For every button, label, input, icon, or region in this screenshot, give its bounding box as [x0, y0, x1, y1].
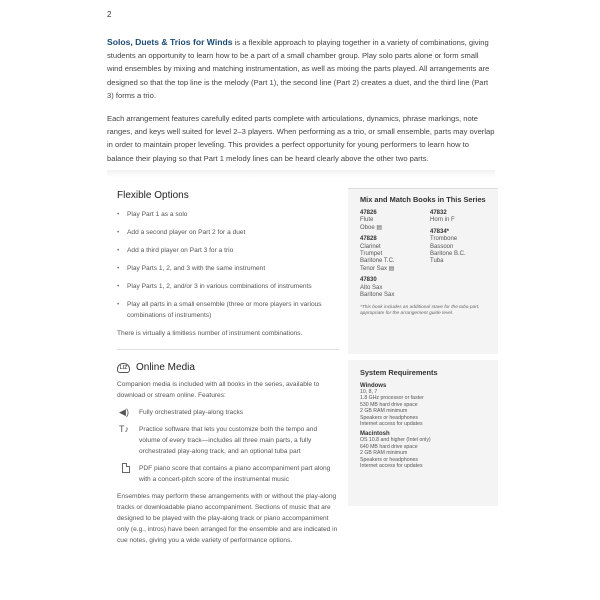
page-number: 2 — [107, 10, 112, 19]
requirement-line: 1.8 GHz processor or faster — [360, 395, 424, 402]
intro-paragraph-1 — [107, 36, 495, 102]
book-number: 47830 — [360, 277, 377, 284]
requirement-line: 640 MB hard drive space — [360, 443, 418, 450]
feature-text: Fully orchestrated play-along tracks — [139, 409, 244, 416]
left-column — [117, 190, 339, 552]
book-number: 47832 — [430, 210, 447, 216]
mix-match-title: Mix and Match Books in This Series — [360, 195, 486, 204]
instrument: Trombone — [430, 236, 458, 243]
intro-section — [107, 36, 495, 175]
list-item: • Add a third player on Part 3 for a trio — [117, 245, 339, 256]
instrument: Bassoon — [430, 243, 454, 250]
mix-match-footnote: *This book includes an additional stave for the tuba part, appropriate for the arrangement guide level. — [360, 305, 480, 317]
mix-match-grid — [360, 210, 486, 303]
requirement-line: Speakers or headphones — [360, 414, 418, 421]
system-requirements-panel — [348, 360, 498, 506]
requirement-line: OS 10.8 and higher (Intel only) — [360, 437, 431, 444]
divider — [117, 349, 339, 350]
mix-match-panel — [348, 188, 498, 354]
feature-row — [117, 424, 339, 457]
book-number: 47828 — [360, 236, 377, 243]
intro-paragraph-2: Each arrangement features carefully edited parts complete with articulations, dynamics, phrase markings, note ranges, and keys well suited for level 2–3 players. When performing as a trio, or small ensemble, parts may overlap in order to maintain proper leveling. This provides a perfect opportunity for young performers to learn how to balance their playing so that Part 1 melody lines can be heard clearly above the other two parts. — [107, 114, 495, 163]
mix-match-right-column — [430, 210, 496, 303]
book-number: 47826 — [360, 210, 377, 216]
online-media-intro: Companion media is included with all books in the series, available to download or stream online. Features: — [117, 381, 320, 399]
requirement-line: 2 GB RAM minimum — [360, 450, 408, 457]
instrument: Alto Sax — [360, 284, 383, 291]
list-item: • Play all parts in a small ensemble (three or more players in various combinations of instruments) — [117, 299, 339, 321]
section-divider — [107, 170, 495, 178]
headphones-icon: LIZ — [117, 363, 130, 373]
windows-label: Windows — [360, 383, 387, 389]
system-requirements-title: System Requirements — [360, 368, 438, 377]
instrument: Flute — [360, 217, 374, 224]
feature-row — [117, 463, 339, 485]
requirement-line: 530 MB hard drive space — [360, 401, 418, 408]
online-media-header — [117, 362, 339, 373]
online-media-title: Online Media — [136, 362, 195, 373]
book-entry — [360, 210, 426, 232]
instrument: Horn in F — [430, 217, 455, 224]
instrument: Baritone B.C. — [430, 251, 466, 258]
tempo-pitch-icon: T♪ — [119, 424, 129, 434]
requirement-line: 10, 8, 7 — [360, 389, 378, 395]
mix-match-left-column — [360, 210, 426, 303]
intro-paragraph-1-text: is a flexible approach to playing together in a variety of combinations, giving students an opportunity to learn how to be a part of a small chamber group. Play solo parts alone or form small wind ensembles by mixing and matching instrumentation, as well as mixing the parts played. All arrangements are designed so that the top line is the melody (Part 1), the second line (Part 2) creates a duet, and the third line (Part 3) forms a trio. — [107, 38, 490, 100]
speaker-icon: ◀) — [119, 407, 129, 417]
requirement-line: Internet access for updates — [360, 463, 423, 470]
pdf-document-icon — [117, 463, 131, 476]
book-entry — [360, 277, 426, 299]
list-item: • Add a second player on Part 2 for a duet — [117, 227, 339, 238]
instrument: Trumpet — [360, 251, 383, 258]
book-entry — [430, 210, 496, 225]
instrument: Baritone T.C. — [360, 258, 395, 265]
macintosh-label: Macintosh — [360, 431, 390, 438]
online-media-closing: Ensembles may perform these arrangements with or without the play-along tracks or downloadable piano accompaniment. Sections of music that are designed to be played with the play-along track or piano accompaniment only (e.g., intros) have been arranged for the ensemble and are indicated in cue notes, giving you a wide variety of performance options. — [117, 493, 338, 544]
instrument: Tenor Sax ▤ — [360, 265, 395, 272]
flexible-options-title: Flexible Options — [117, 190, 189, 201]
series-title: Solos, Duets & Trios for Winds — [107, 37, 233, 47]
list-item: • Play Parts 1, 2, and/or 3 in various combinations of instruments — [117, 281, 339, 292]
flexible-options-list — [117, 209, 339, 321]
book-number: 47834* — [430, 228, 450, 235]
combinations-note: There is virtually a limitless number of instrument combinations. — [117, 330, 303, 337]
requirement-line: Internet access for updates — [360, 421, 423, 428]
feature-text: Practice software that lets you customize both the tempo and volume of every track—includes all three main parts, a fully orchestrated play-along track, and an optional tuba part — [139, 426, 318, 455]
instrument: Oboe ▤ — [360, 224, 383, 231]
list-item: • Play Part 1 as a solo — [117, 209, 339, 220]
instrument: Clarinet — [360, 243, 381, 250]
list-item: • Play Parts 1, 2, and 3 with the same instrument — [117, 263, 339, 274]
requirement-line: 2 GB RAM minimum — [360, 408, 408, 415]
right-column — [348, 188, 498, 506]
requirement-line: Speakers or headphones — [360, 456, 418, 463]
feature-row — [117, 407, 339, 418]
book-entry — [430, 229, 496, 266]
instrument: Tuba — [430, 258, 444, 265]
feature-text: PDF piano score that contains a piano accompaniment part along with a concert-pitch score of the instrumental music — [139, 465, 331, 483]
book-entry — [360, 236, 426, 273]
instrument: Baritone Sax — [360, 292, 395, 299]
